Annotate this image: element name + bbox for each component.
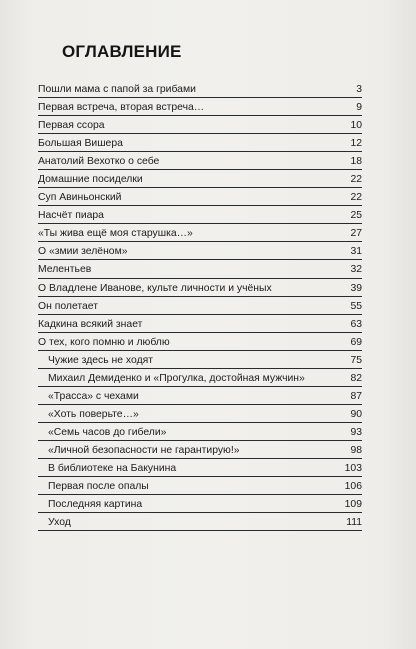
toc-entry xyxy=(38,387,362,405)
toc-entry xyxy=(38,152,362,170)
toc-entry-page: 109 xyxy=(344,499,362,511)
toc-entry-page: 55 xyxy=(350,300,362,312)
toc-entry-title: «Личной безопасности не гарантирую!» xyxy=(48,444,240,456)
toc-entry-page: 10 xyxy=(350,120,362,132)
toc-entry-title: Большая Вишера xyxy=(38,138,123,150)
toc-entry xyxy=(38,188,362,206)
toc-entry xyxy=(38,369,362,387)
toc-entry-title: «Ты жива ещё моя старушка…» xyxy=(38,228,193,240)
toc-entry-title: Насчёт пиара xyxy=(38,210,104,222)
toc-entry-title: О тех, кого помню и люблю xyxy=(38,336,170,348)
toc-entry-title: «Трасса» с чехами xyxy=(48,390,139,402)
toc-entry xyxy=(38,333,362,351)
toc-entry-title: О «змии зелёном» xyxy=(38,246,128,258)
toc-entry-title: Мелентьев xyxy=(38,264,92,276)
toc-entry xyxy=(38,297,362,315)
toc-entry xyxy=(38,206,362,224)
toc-entry xyxy=(38,405,362,423)
toc-entry-page: 87 xyxy=(350,390,362,402)
toc-entry xyxy=(38,513,362,531)
toc-entry-page: 111 xyxy=(346,517,362,529)
toc-entry-title: Кадкина всякий знает xyxy=(38,318,143,330)
toc-entry-page: 39 xyxy=(350,282,362,294)
toc-entry-title: О Владлене Иванове, культе личности и учёных xyxy=(38,282,272,294)
toc-entry xyxy=(38,80,362,98)
toc-entry xyxy=(38,459,362,477)
toc-entry-page: 9 xyxy=(356,102,362,114)
toc-entry-title: Суп Авиньонский xyxy=(38,192,122,204)
toc-entry xyxy=(38,134,362,152)
toc-entry-title: «Хоть поверьте…» xyxy=(48,408,139,420)
toc-entry-page: 25 xyxy=(350,210,362,222)
toc-entry-title: Пошли мама с папой за грибами xyxy=(38,84,196,95)
toc-entry-page: 69 xyxy=(350,336,362,348)
page-title: ОГЛАВЛЕНИЕ xyxy=(62,42,182,61)
toc-entry xyxy=(38,98,362,116)
toc-entry-page: 75 xyxy=(350,354,362,366)
toc-entry-page: 22 xyxy=(350,174,362,186)
toc-entry-title: Уход xyxy=(48,517,71,529)
toc-entry-title: Домашние посиделки xyxy=(38,174,143,186)
toc-entry-page: 103 xyxy=(344,462,362,474)
toc-entry-page: 63 xyxy=(350,318,362,330)
toc-entry-title: «Семь часов до гибели» xyxy=(48,426,167,438)
toc-entry-page: 98 xyxy=(350,444,362,456)
toc-entry-title: Первая встреча, вторая встреча… xyxy=(38,102,205,114)
toc-entry-page: 106 xyxy=(344,481,362,493)
toc-entry-page: 32 xyxy=(350,264,362,276)
toc-entry-title: Анатолий Вехотко о себе xyxy=(38,156,160,168)
toc-entry xyxy=(38,315,362,333)
toc-entry xyxy=(38,116,362,134)
toc-entry xyxy=(38,495,362,513)
toc-entry xyxy=(38,279,362,297)
toc-entry-page: 18 xyxy=(350,156,362,168)
toc-entry-page: 31 xyxy=(350,246,362,258)
toc-entry-title: Он полетает xyxy=(38,300,98,312)
toc-entry-page: 22 xyxy=(350,192,362,204)
toc-entry xyxy=(38,477,362,495)
toc-entry xyxy=(38,441,362,459)
toc-entry-page: 93 xyxy=(350,426,362,438)
toc-entry-page: 82 xyxy=(350,372,362,384)
toc-entry xyxy=(38,423,362,441)
toc-entry xyxy=(38,260,362,278)
toc-entry-page: 90 xyxy=(350,408,362,420)
toc-entry-page: 3 xyxy=(356,84,362,95)
table-of-contents xyxy=(38,80,362,531)
toc-entry-page: 12 xyxy=(350,138,362,150)
toc-entry-title: Михаил Демиденко и «Прогулка, достойная мужчин» xyxy=(48,372,305,384)
toc-entry-title: В библиотеке на Бакунина xyxy=(48,462,177,474)
toc-entry-page: 27 xyxy=(350,228,362,240)
toc-entry xyxy=(38,242,362,260)
toc-entry xyxy=(38,351,362,369)
toc-entry xyxy=(38,170,362,188)
toc-entry-title: Последняя картина xyxy=(48,499,143,511)
toc-entry-title: Первая ссора xyxy=(38,120,105,132)
toc-entry-title: Чужие здесь не ходят xyxy=(48,354,154,366)
toc-entry xyxy=(38,224,362,242)
toc-entry-title: Первая после опалы xyxy=(48,481,149,493)
